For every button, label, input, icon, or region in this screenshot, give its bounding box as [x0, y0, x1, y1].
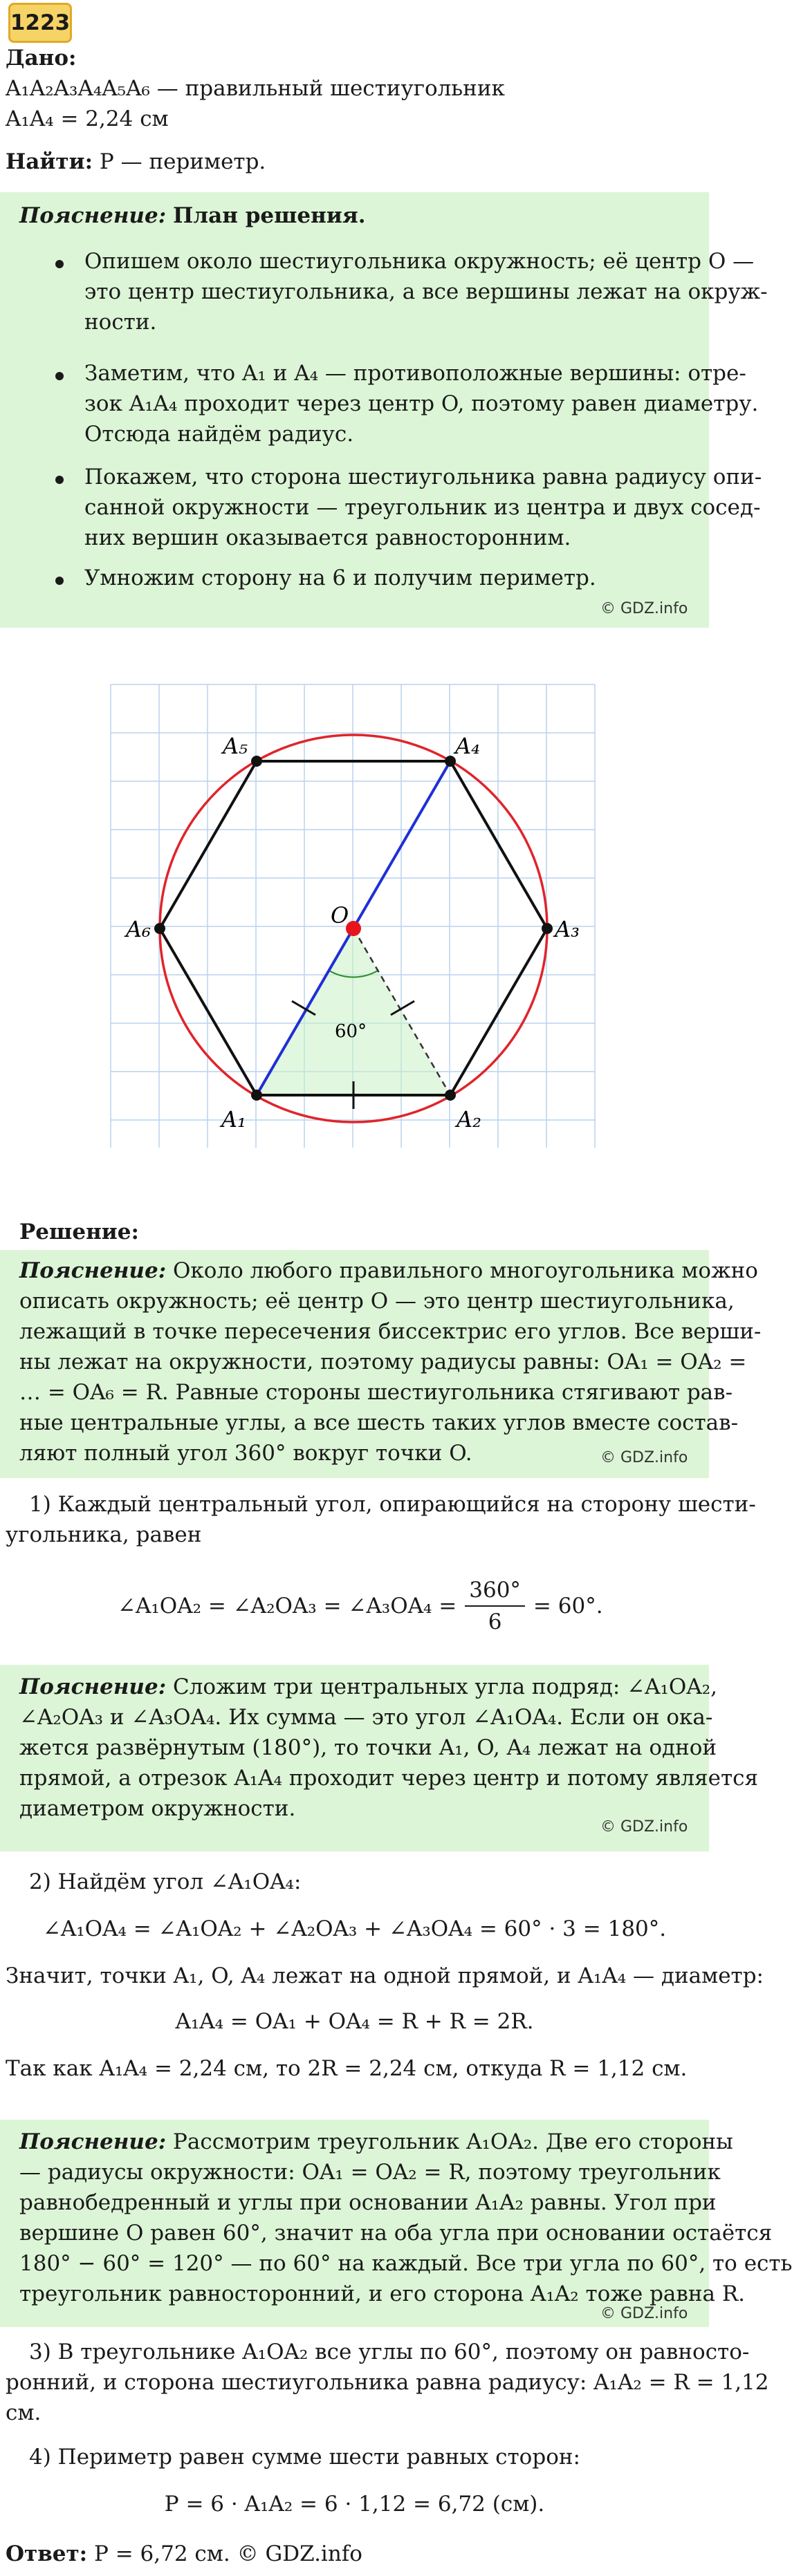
- note1-line: … = OA₆ = R. Равные стороны шестиугольника стягивают рав-: [19, 1380, 733, 1405]
- plan-bullet-2-line: зок A₁A₄ проходит через центр O, поэтому равен диаметру.: [84, 391, 759, 416]
- note2-line: ∠A₂OA₃ и ∠A₃OA₄. Их сумма — это угол ∠A₁OA₄. Если он ока-: [19, 1705, 713, 1730]
- note2-line: прямой, а отрезок A₁A₄ проходит через центр и потому является: [19, 1766, 759, 1791]
- vertex-label-a4: A₄: [455, 733, 480, 759]
- note1-line: описать окружность; её центр O — это центр шестиугольника,: [19, 1289, 735, 1314]
- step2-text: Значит, точки A₁, O, A₄ лежат на одной прямой, и A₁A₄ — диаметр:: [6, 1963, 764, 1988]
- note2-line: диаметром окружности.: [19, 1796, 296, 1821]
- vertex-label-a5: A₅: [223, 733, 248, 759]
- bullet-dot: [55, 476, 64, 484]
- step2-heading: 2) Найдём угол ∠A₁OA₄:: [29, 1869, 302, 1894]
- step1-formula: ∠A₁OA₂ = ∠A₂OA₃ = ∠A₃OA₄ = 360° 6 = 60°.: [118, 1578, 603, 1634]
- note2-line: Пояснение: Сложим три центральных угла подряд: ∠A₁OA₂,: [19, 1674, 717, 1699]
- plan-bullet-4-line: Умножим сторону на 6 и получим периметр.: [84, 566, 596, 590]
- angle-sector: [257, 928, 450, 1095]
- note3-line: 180° − 60° = 120° — по 60° на каждый. Все три угла по 60°, то есть: [19, 2251, 792, 2276]
- gdz-credit: © GDZ.info: [600, 1449, 688, 1466]
- plan-bullet-2-line: Отсюда найдём радиус.: [84, 422, 354, 447]
- note2-line: жется развёрнутым (180°), то точки A₁, O, A₄ лежат на одной: [19, 1735, 717, 1760]
- note1-line: ляют полный угол 360° вокруг точки O.: [19, 1441, 472, 1466]
- note1-line: лежащий в точке пересечения биссектрис его углов. Все верши-: [19, 1319, 762, 1344]
- vertex-point: [445, 1090, 456, 1101]
- plan-bullet-3-line: них вершин оказывается равносторонним.: [84, 525, 571, 550]
- step3-line: ронний, и сторона шестиугольника равна радиусу: A₁A₂ = R = 1,12: [6, 2370, 769, 2395]
- note3-line: Пояснение: Рассмотрим треугольник A₁OA₂. Две его стороны: [19, 2129, 733, 2154]
- vertex-label-a1: A₁: [221, 1106, 246, 1132]
- plan-bullet-1-line: это центр шестиугольника, а все вершины лежат на окруж-: [84, 279, 768, 304]
- vertex-point: [251, 756, 262, 767]
- vertex-point: [542, 923, 553, 934]
- step2-formula: A₁A₄ = OA₁ + OA₄ = R + R = 2R.: [175, 2009, 534, 2034]
- answer-line: Ответ: P = 6,72 см. © GDZ.info: [6, 2541, 362, 2566]
- plan-bullet-1-line: ности.: [84, 310, 157, 335]
- step4-formula: P = 6 · A₁A₂ = 6 · 1,12 = 6,72 (см).: [164, 2492, 545, 2517]
- angle-label: 60°: [335, 1021, 367, 1042]
- bullet-dot: [55, 372, 64, 380]
- center-label: O: [331, 902, 349, 928]
- gdz-credit: © GDZ.info: [600, 600, 688, 617]
- gdz-credit: © GDZ.info: [600, 1818, 688, 1836]
- step3-line: см.: [6, 2400, 42, 2425]
- vertex-point: [251, 1090, 262, 1101]
- given-label: Дано:: [6, 46, 77, 71]
- plan-bullet-2-line: Заметим, что A₁ и A₄ — противоположные вершины: отре-: [84, 361, 746, 386]
- gdz-credit: © GDZ.info: [600, 2305, 688, 2322]
- step4-heading: 4) Периметр равен сумме шести равных сторон:: [29, 2445, 580, 2470]
- plan-heading: Пояснение: План решения.: [19, 203, 366, 228]
- hexagon-figure: [104, 678, 602, 1161]
- plan-bullet-3-line: санной окружности — треугольник из центра и двух сосед-: [84, 495, 761, 520]
- solution-label: Решение:: [19, 1220, 139, 1244]
- bullet-dot: [55, 260, 64, 268]
- step1-line: угольника, равен: [6, 1522, 202, 1547]
- given-line-1: A₁A₂A₃A₄A₅A₆ — правильный шестиугольник: [6, 76, 505, 101]
- note1-line: Пояснение: Около любого правильного многоугольника можно: [19, 1258, 758, 1283]
- note1-line: ные центральные углы, а все шесть таких углов вместе состав-: [19, 1410, 739, 1435]
- vertex-label-a6: A₆: [126, 916, 151, 942]
- step2-formula: ∠A₁OA₄ = ∠A₁OA₂ + ∠A₂OA₃ + ∠A₃OA₄ = 60° · 3 = 180°.: [42, 1916, 667, 1941]
- vertex-point: [445, 756, 456, 767]
- plan-bullet-1-line: Опишем около шестиугольника окружность; её центр O —: [84, 249, 755, 274]
- note3-line: равнобедренный и углы при основании A₁A₂ равны. Угол при: [19, 2190, 717, 2215]
- note3-line: — радиусы окружности: OA₁ = OA₂ = R, поэтому треугольник: [19, 2160, 721, 2185]
- find-line: Найти: P — периметр.: [6, 149, 266, 174]
- step1-line: 1) Каждый центральный угол, опирающийся на сторону шести-: [29, 1492, 756, 1517]
- vertex-point: [154, 923, 165, 934]
- note3-line: треугольник равносторонний, и его сторона A₁A₂ тоже равна R.: [19, 2281, 746, 2306]
- vertex-label-a2: A₂: [457, 1106, 481, 1132]
- task-number-badge: 1223: [8, 3, 72, 43]
- note1-line: ны лежат на окружности, поэтому радиусы равны: OA₁ = OA₂ =: [19, 1350, 747, 1374]
- given-line-2: A₁A₄ = 2,24 см: [6, 106, 169, 131]
- note3-line: вершине O равен 60°, значит на оба угла при основании остаётся: [19, 2221, 773, 2246]
- step3-line: 3) В треугольнике A₁OA₂ все углы по 60°, поэтому он равносто-: [29, 2340, 750, 2364]
- plan-bullet-3-line: Покажем, что сторона шестиугольника равна радиусу опи-: [84, 465, 762, 489]
- vertex-label-a3: A₃: [555, 916, 580, 942]
- step2-text: Так как A₁A₄ = 2,24 см, то 2R = 2,24 см, откуда R = 1,12 см.: [6, 2056, 688, 2081]
- bullet-dot: [55, 577, 64, 585]
